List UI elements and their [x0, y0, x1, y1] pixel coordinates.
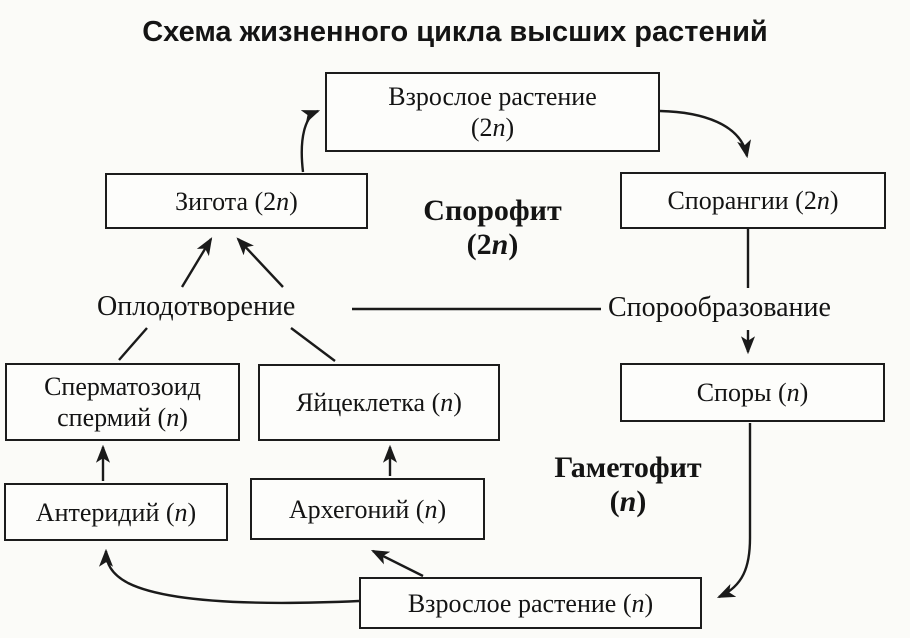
sporophyte-label [410, 194, 575, 262]
egg-label: Яйцеклетка (n) [296, 388, 462, 417]
edge-adultn-to-antheridium [106, 551, 359, 603]
edge-egg-to-fertilization [291, 328, 335, 361]
sporangia-label: Спорангии (2n) [667, 186, 839, 215]
edge-adult2n-to-sporangia [660, 111, 747, 156]
edge-sperm-to-fertilization [119, 328, 147, 360]
box-adult-plant-2n [325, 72, 660, 152]
box-egg [258, 364, 500, 441]
edge-zygote-to-adult2n [302, 111, 318, 172]
spores-label: Споры (n) [696, 378, 809, 407]
archegonium-label: Архегоний (n) [288, 494, 447, 524]
edge-adultn-to-archegonium [373, 551, 423, 576]
adult-plant-2n-name: Взрослое растение [388, 82, 597, 111]
box-sperm [5, 363, 240, 441]
box-antheridium [4, 483, 228, 541]
box-archegonium [250, 478, 485, 540]
sporophyte-ploidy: (2n) [466, 228, 519, 261]
box-adult-plant-n [359, 577, 702, 629]
box-zygote [105, 173, 368, 229]
sperm-name: Сперматозоид [44, 372, 201, 401]
edge-fertilization-to-zygote-right [238, 239, 283, 287]
antheridium-label: Антеридий (n) [35, 497, 197, 527]
adult-plant-2n-ploidy: (2n) [470, 113, 515, 142]
gametophyte-name: Гаметофит [554, 451, 702, 484]
sperm-ploidy: спермий (n) [57, 403, 188, 432]
box-spores [620, 363, 885, 422]
edge-spores-to-adultn [719, 423, 750, 597]
sporulation-label: Спорообразование [608, 292, 831, 323]
fertilization-label: Оплодотворение [97, 291, 296, 322]
sporophyte-name: Спорофит [423, 194, 562, 227]
diagram-title: Схема жизненного цикла высших растений [142, 16, 768, 48]
edge-fertilization-to-zygote-left [182, 239, 211, 287]
box-sporangia [620, 172, 886, 229]
zygote-label: Зигота (2n) [175, 186, 298, 216]
gametophyte-ploidy: (n) [609, 485, 647, 518]
adult-plant-n-label: Взрослое растение (n) [407, 588, 654, 618]
gametophyte-label [543, 451, 713, 519]
